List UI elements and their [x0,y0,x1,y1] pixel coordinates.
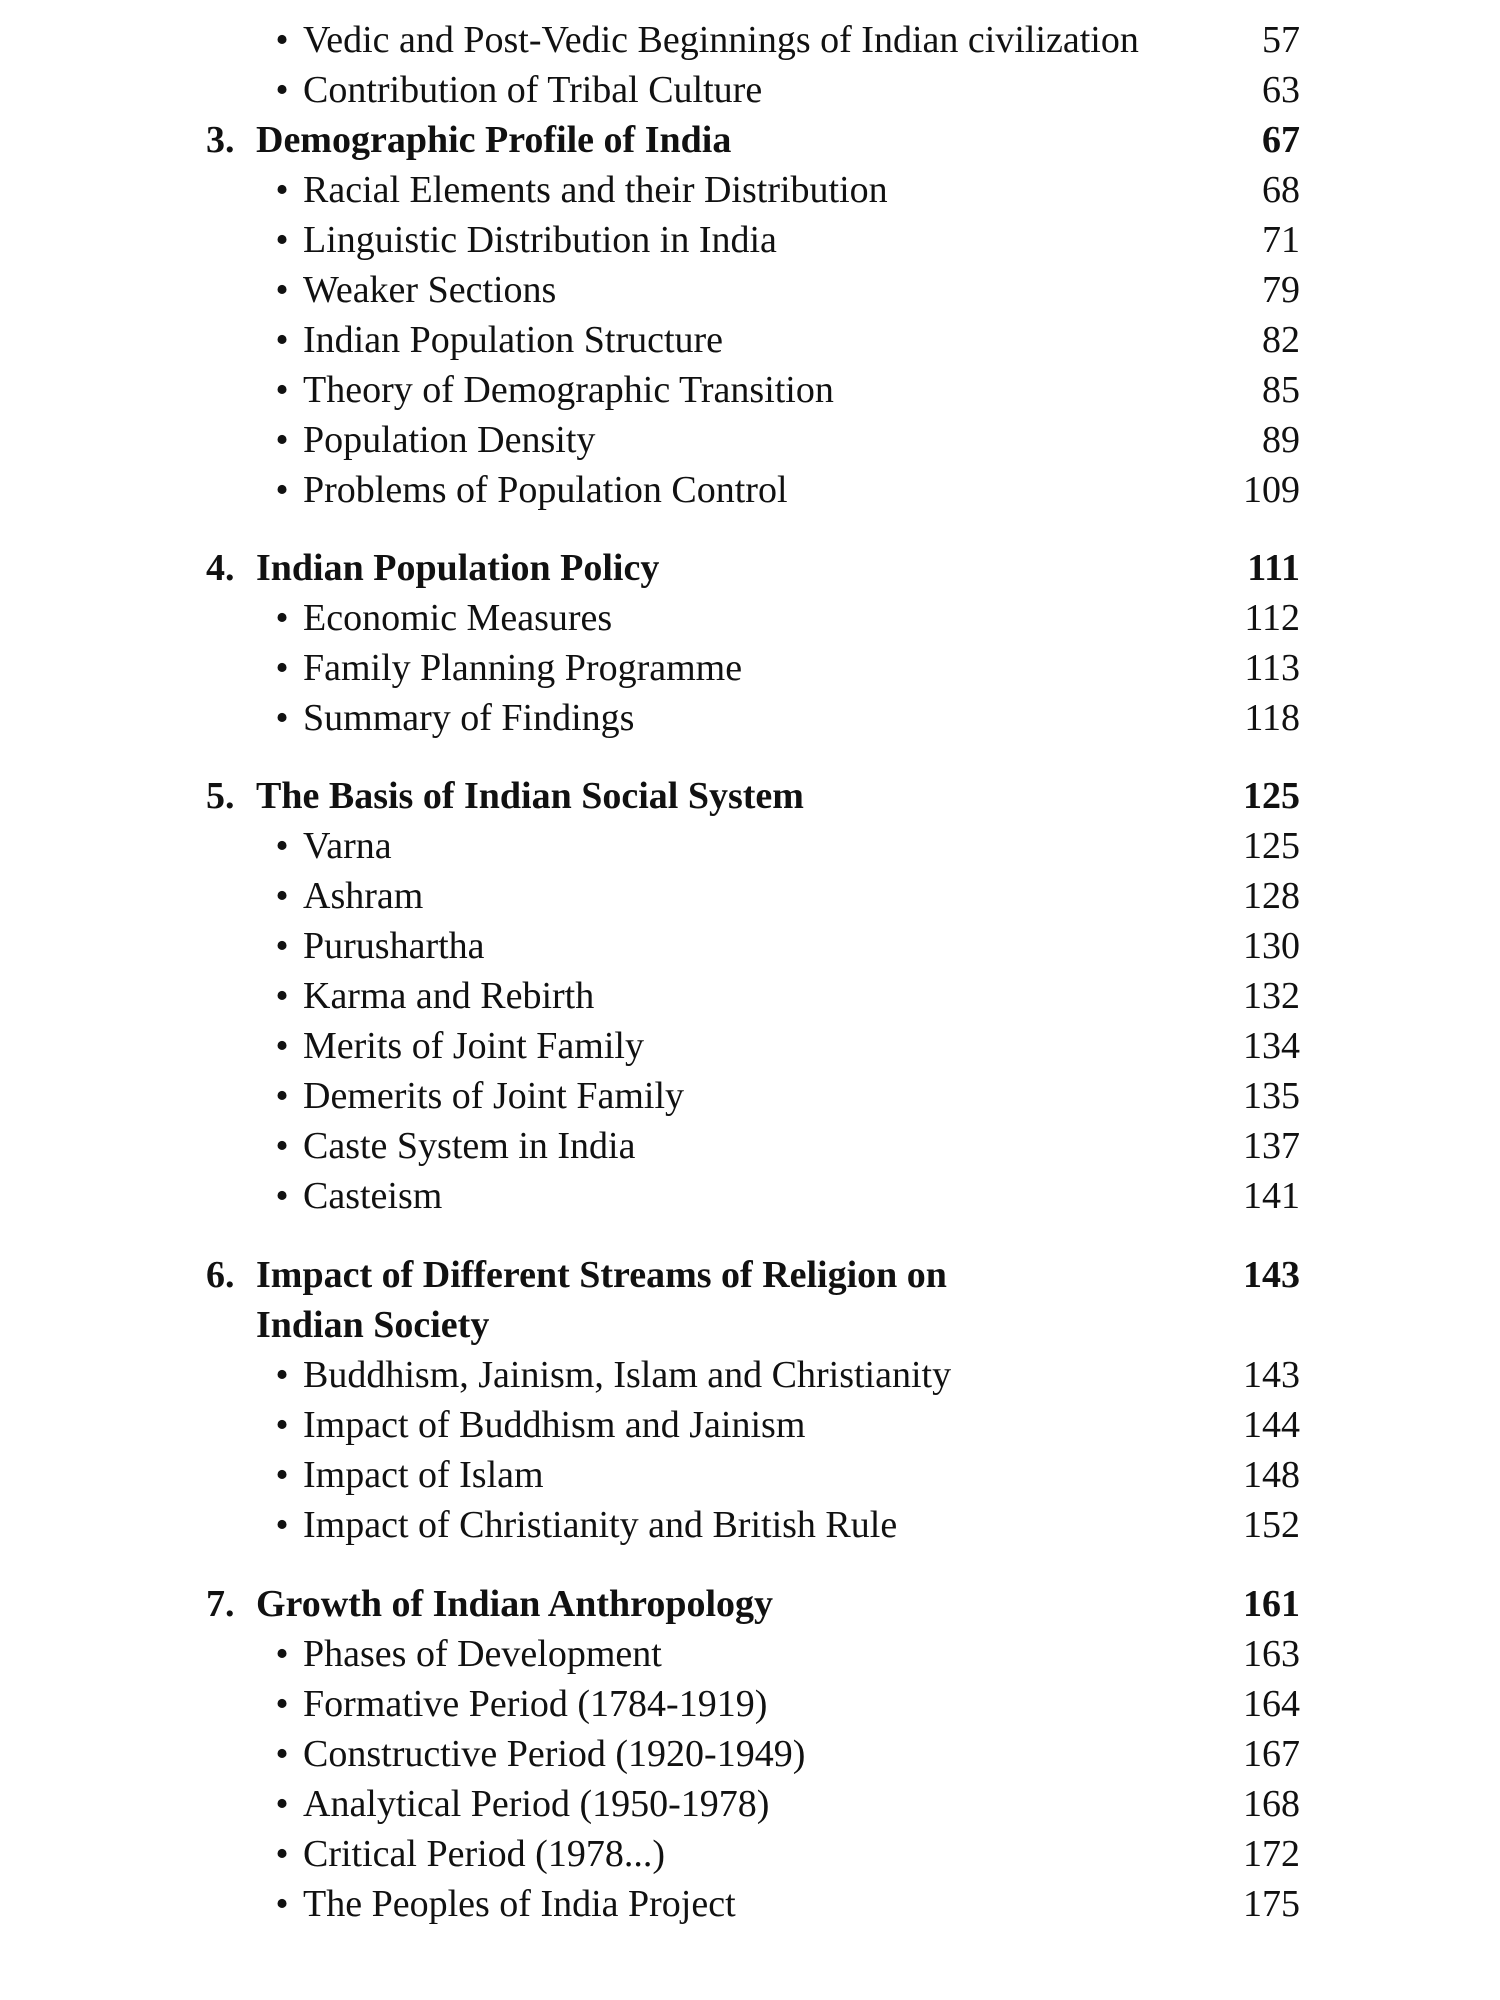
toc-entry [0,871,1500,921]
chapter-heading [0,771,1500,821]
toc-entry [0,693,1500,743]
page-number: 67 [1262,119,1300,161]
bullet-icon: • [275,1683,289,1725]
page-number: 148 [1243,1454,1300,1496]
page-number: 85 [1262,369,1300,411]
entry-title: Summary of Findings [303,697,635,739]
bullet-icon: • [275,469,289,511]
chapter-title: Indian Population Policy [256,547,660,589]
chapter-number: 3. [206,119,235,161]
page-number: 134 [1243,1025,1300,1067]
bullet-icon: • [275,169,289,211]
bullet-icon: • [275,269,289,311]
bullet-icon: • [275,697,289,739]
page-number: 144 [1243,1404,1300,1446]
toc-entry [0,215,1500,265]
page-number: 82 [1262,319,1300,361]
entry-title: Economic Measures [303,597,613,639]
chapter-title: Growth of Indian Anthropology [256,1583,774,1625]
page-number: 109 [1243,469,1300,511]
page-number: 79 [1262,269,1300,311]
page-number: 143 [1243,1254,1300,1296]
bullet-icon: • [275,975,289,1017]
entry-title: Phases of Development [303,1633,662,1675]
entry-title: Population Density [303,419,596,461]
toc-entry [0,65,1500,115]
page-number: 175 [1243,1883,1300,1925]
page-number: 137 [1243,1125,1300,1167]
chapter-heading [0,1250,1500,1300]
page-number: 141 [1243,1175,1300,1217]
toc-entry [0,365,1500,415]
toc-entry [0,1779,1500,1829]
toc-entry [0,15,1500,65]
entry-title: Demerits of Joint Family [303,1075,685,1117]
bullet-icon: • [275,1733,289,1775]
bullet-icon: • [275,647,289,689]
bullet-icon: • [275,825,289,867]
entry-title: Impact of Buddhism and Jainism [303,1404,806,1446]
chapter-number: 4. [206,547,235,589]
entry-title: Ashram [303,875,424,917]
bullet-icon: • [275,1883,289,1925]
chapter-heading [0,115,1500,165]
page-number: 71 [1262,219,1300,261]
toc-entry [0,265,1500,315]
page-number: 125 [1243,775,1300,817]
page-number: 128 [1243,875,1300,917]
toc-entry [0,1679,1500,1729]
entry-title: Vedic and Post-Vedic Beginnings of Indian civilization [303,19,1139,61]
page-number: 125 [1243,825,1300,867]
toc-entry [0,1121,1500,1171]
page-number: 57 [1262,19,1300,61]
toc-entry [0,415,1500,465]
toc-entry [0,1071,1500,1121]
toc-entry [0,1500,1500,1550]
page-number: 132 [1243,975,1300,1017]
chapter-title: Indian Society [256,1304,490,1346]
page-number: 164 [1243,1683,1300,1725]
entry-title: Indian Population Structure [303,319,724,361]
entry-title: Constructive Period (1920-1949) [303,1733,806,1775]
bullet-icon: • [275,1633,289,1675]
page-number: 68 [1262,169,1300,211]
bullet-icon: • [275,1075,289,1117]
toc-entry [0,1629,1500,1679]
toc-entry [0,1021,1500,1071]
entry-title: Purushartha [303,925,485,967]
bullet-icon: • [275,219,289,261]
page-number: 143 [1243,1354,1300,1396]
entry-title: Racial Elements and their Distribution [303,169,888,211]
entry-title: Impact of Christianity and British Rule [303,1504,898,1546]
entry-title: Buddhism, Jainism, Islam and Christianity [303,1354,952,1396]
bullet-icon: • [275,19,289,61]
bullet-icon: • [275,1025,289,1067]
page-number: 130 [1243,925,1300,967]
toc-entry [0,1400,1500,1450]
entry-title: Karma and Rebirth [303,975,595,1017]
page-number: 163 [1243,1633,1300,1675]
bullet-icon: • [275,419,289,461]
entry-title: Casteism [303,1175,443,1217]
entry-title: Problems of Population Control [303,469,788,511]
bullet-icon: • [275,69,289,111]
chapter-title: Demographic Profile of India [256,119,732,161]
page-number: 167 [1243,1733,1300,1775]
bullet-icon: • [275,1504,289,1546]
page-number: 161 [1243,1583,1300,1625]
page-number: 89 [1262,419,1300,461]
entry-title: Linguistic Distribution in India [303,219,777,261]
entry-title: Contribution of Tribal Culture [303,69,763,111]
page-number: 113 [1244,647,1300,689]
page-number: 172 [1243,1833,1300,1875]
entry-title: Analytical Period (1950-1978) [303,1783,770,1825]
bullet-icon: • [275,875,289,917]
page-number: 111 [1247,547,1300,589]
entry-title: The Peoples of India Project [303,1883,736,1925]
toc-entry [0,821,1500,871]
page-number: 135 [1243,1075,1300,1117]
chapter-heading [0,1579,1500,1629]
bullet-icon: • [275,1125,289,1167]
entry-title: Formative Period (1784-1919) [303,1683,768,1725]
chapter-title: The Basis of Indian Social System [256,775,804,817]
toc-entry [0,1171,1500,1221]
bullet-icon: • [275,369,289,411]
entry-title: Theory of Demographic Transition [303,369,834,411]
toc-entry [0,315,1500,365]
chapter-number: 5. [206,775,235,817]
toc-entry [0,1829,1500,1879]
chapter-heading [0,543,1500,593]
toc-entry [0,593,1500,643]
bullet-icon: • [275,1783,289,1825]
entry-title: Weaker Sections [303,269,557,311]
page-number: 63 [1262,69,1300,111]
entry-title: Family Planning Programme [303,647,743,689]
toc-entry [0,971,1500,1021]
bullet-icon: • [275,1175,289,1217]
bullet-icon: • [275,1404,289,1446]
toc-entry [0,465,1500,515]
toc-entry [0,1350,1500,1400]
toc-entry [0,1879,1500,1929]
page-number: 118 [1244,697,1300,739]
page-number: 168 [1243,1783,1300,1825]
bullet-icon: • [275,319,289,361]
page-number: 112 [1244,597,1300,639]
toc-entry [0,1729,1500,1779]
toc-entry [0,1450,1500,1500]
toc-entry [0,643,1500,693]
toc-entry [0,921,1500,971]
page-number: 152 [1243,1504,1300,1546]
entry-title: Varna [303,825,392,867]
entry-title: Impact of Islam [303,1454,544,1496]
toc-entry [0,165,1500,215]
bullet-icon: • [275,1354,289,1396]
bullet-icon: • [275,1833,289,1875]
entry-title: Merits of Joint Family [303,1025,644,1067]
chapter-title: Impact of Different Streams of Religion on [256,1254,947,1296]
entry-title: Caste System in India [303,1125,636,1167]
entry-title: Critical Period (1978...) [303,1833,665,1875]
chapter-number: 6. [206,1254,235,1296]
bullet-icon: • [275,925,289,967]
bullet-icon: • [275,597,289,639]
chapter-title-continuation [0,1300,1500,1350]
chapter-number: 7. [206,1583,235,1625]
bullet-icon: • [275,1454,289,1496]
